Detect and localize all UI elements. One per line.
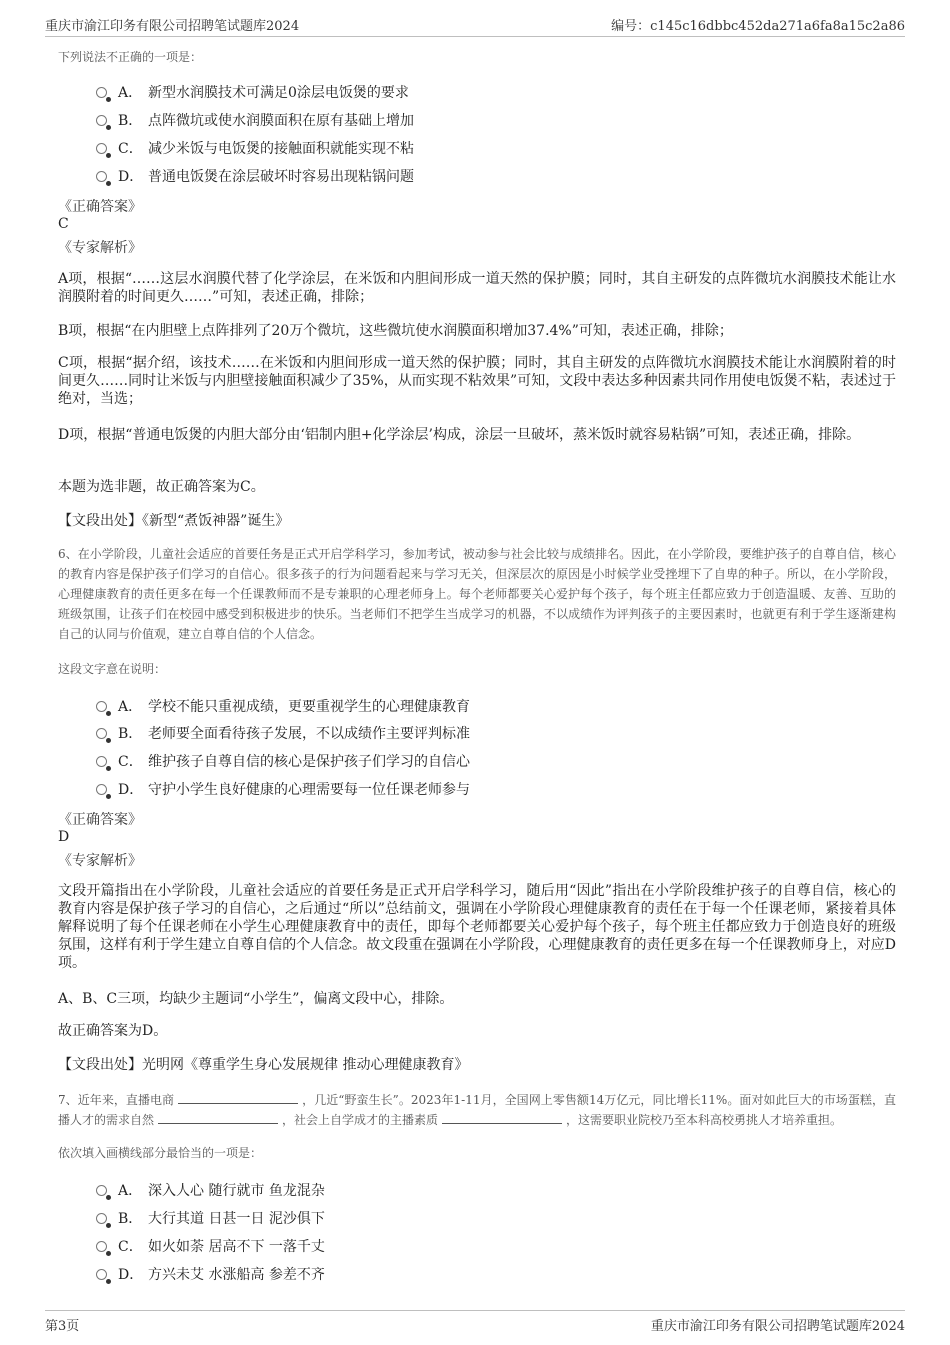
radio-icon[interactable] [96, 143, 107, 154]
page-header [45, 12, 905, 37]
radio-icon[interactable] [96, 728, 107, 739]
radio-icon[interactable] [96, 701, 107, 712]
q5-analysis-a: A项，根据“……这层水润膜代替了化学涂层，在米饭和内胆间形成一道天然的保护膜；同时，其自主研发的点阵微坑水润膜技术能让水润膜附着的时间更久……”可知，表述正确，排除； [58, 271, 896, 305]
fill-blank-3[interactable] [442, 1111, 562, 1124]
header-serial: 编号：c145c16dbbc452da271a6fa8a15c2a86 [611, 19, 905, 34]
q5-answer-label: 《正确答案》 [58, 199, 142, 215]
q6-conclusion: 故正确答案为D。 [58, 1023, 168, 1039]
fill-blank-2[interactable] [158, 1111, 278, 1124]
radio-icon[interactable] [96, 1213, 107, 1224]
radio-icon[interactable] [96, 87, 107, 98]
radio-icon[interactable] [96, 756, 107, 767]
q5-source: 【文段出处】《新型“煮饭神器”诞生》 [58, 513, 290, 529]
radio-icon[interactable] [96, 784, 107, 795]
q5-analysis-c: C项，根据“据介绍，该技术……在米饭和内胆间形成一道天然的保护膜；同时，其自主研发的点阵微坑水润膜技术能让水润膜附着的时间更久……同时让米饭与内胆壁接触面积减少了35%，从而实现不粘效果”可知，文段中表达多种因素共同作用使电饭煲不粘，表述过于绝对，当选； [58, 355, 896, 407]
fill-blank-1[interactable] [178, 1091, 298, 1104]
q5-prompt: 下列说法不正确的一项是： [58, 50, 203, 64]
radio-icon[interactable] [96, 1241, 107, 1252]
radio-icon[interactable] [96, 171, 107, 182]
q6-analysis-label: 《专家解析》 [58, 853, 142, 869]
q6-answer: D [58, 829, 70, 845]
page-footer [45, 1310, 905, 1335]
q6-answer-label: 《正确答案》 [58, 812, 142, 828]
q5-analysis-label: 《专家解析》 [58, 240, 142, 256]
q5-conclusion: 本题为选非题，故正确答案为C。 [58, 479, 265, 495]
q5-analysis-b: B项，根据“在内胆壁上点阵排列了20万个微坑，这些微坑使水润膜面积增加37.4%”可知，表述正确，排除； [58, 323, 733, 339]
q6-analysis-main: 文段开篇指出在小学阶段，儿童社会适应的首要任务是正式开启学科学习，随后用“因此”指出在小学阶段维护孩子的自尊自信，核心的教育内容是保护孩子学习的自信心，之后通过“所以”总结前文，强调在小学阶段心理健康教育的责任在于每一个任课老师，紧接着具体解释说明了每个任课老师在小学生心理健康教育中的责任，即每个老师都要关心爱护每个孩子，每个班主任都应致力于创造良好的班级氛围，这样有利于学生建立自尊自信的个人信念。故文段重在强调在小学阶段，心理健康教育的责任更多在每一个任课教师身上，对应D项。 [58, 883, 896, 971]
q7-stem: 7、近年来，直播电商 ，几近“野蛮生长”。2023年1-11月，全国网上零售额14万亿元，同比增长11%。面对如此巨大的市场蛋糕，直播人才的需求自然 ，社会上自学成才的主播素质 ，这需要职业院校乃至本科高校勇挑人才培养重担。 [58, 1093, 896, 1127]
header-title: 重庆市渝江印务有限公司招聘笔试题库2024 [45, 19, 300, 34]
footer-title: 重庆市渝江印务有限公司招聘笔试题库2024 [650, 1319, 905, 1334]
q6-analysis-exclude: A、B、C三项，均缺少主题词“小学生”，偏离文段中心，排除。 [58, 991, 454, 1007]
q5-answer: C [58, 216, 69, 232]
radio-icon[interactable] [96, 115, 107, 126]
q6-source: 【文段出处】光明网《尊重学生身心发展规律 推动心理健康教育》 [58, 1057, 469, 1073]
page-number: 第3页 [45, 1319, 80, 1334]
radio-icon[interactable] [96, 1185, 107, 1196]
q6-prompt: 这段文字意在说明： [58, 662, 167, 676]
q7-prompt: 依次填入画横线部分最恰当的一项是： [58, 1146, 263, 1160]
radio-icon[interactable] [96, 1269, 107, 1280]
q6-stem: 6、在小学阶段，儿童社会适应的首要任务是正式开启学科学习，参加考试，被动参与社会比较与成绩排名。因此，在小学阶段，要维护孩子的自尊自信，核心的教育内容是保护孩子们学习的自信心。很多孩子的行为问题看起来与学习无关，但深层次的原因是小时候学业受挫埋下了自卑的种子。所以，在小学阶段，心理健康教育的责任更多在每一个任课教师而不是专兼职的心理老师身上。每个老师都要关心爱护每个孩子，每个班主任都应致力于创造温暖、友善、互助的班级氛围，让孩子们在校园中感受到积极进步的快乐。当老师们不把学生当成学习的机器，不以成绩作为评判孩子的主要因素时，也就更有利于学生逐渐建构自己的认同与价值观，建立自尊自信的个人信念。 [58, 547, 896, 641]
q5-analysis-d: D项，根据“普通电饭煲的内胆大部分由‘铝制内胆+化学涂层’构成，涂层一旦破坏，蒸米饭时就容易粘锅”可知，表述正确，排除。 [58, 427, 861, 443]
